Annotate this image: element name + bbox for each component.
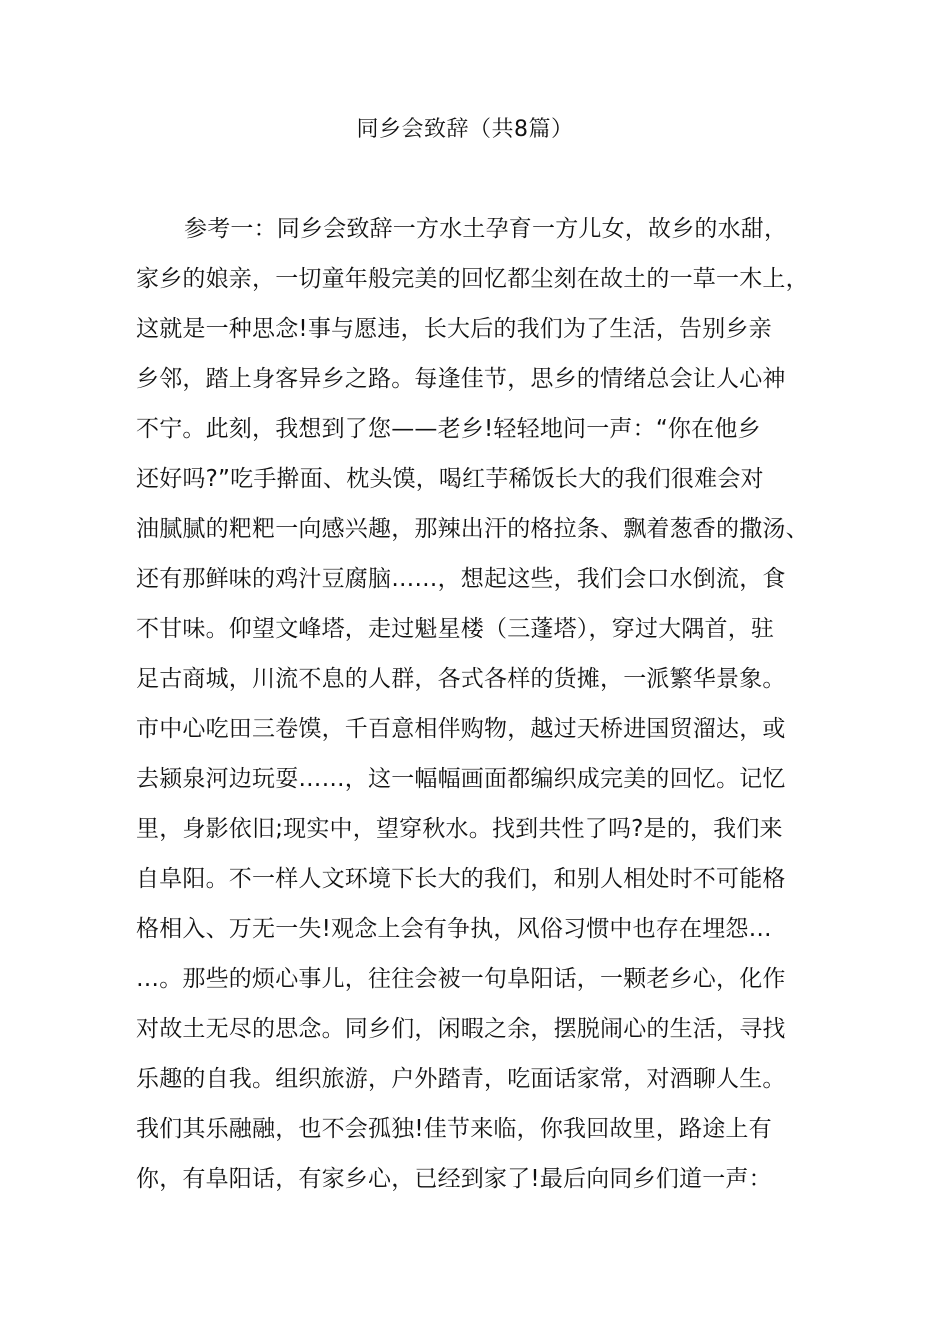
body-line: 你，有阜阳话，有家乡心，已经到家了!最后向同乡们道一声： bbox=[136, 1166, 772, 1192]
document-body bbox=[136, 204, 826, 1204]
body-line: 自阜阳。不一样人文环境下长大的我们，和别人相处时不可能格 bbox=[136, 866, 786, 892]
document-title: 同乡会致辞（共8篇） bbox=[356, 117, 574, 142]
body-line: 参考一：同乡会致辞一方水土孕育一方儿女，故乡的水甜， bbox=[184, 216, 788, 242]
body-line: 油腻腻的粑粑一向感兴趣，那辣出汗的格拉条、飘着葱香的撒汤、 bbox=[136, 516, 809, 542]
body-line: 家乡的娘亲，一切童年般完美的回忆都尘刻在故土的一草一木上， bbox=[136, 266, 809, 292]
body-line: 我们其乐融融，也不会孤独!佳节来临，你我回故里，路途上有 bbox=[136, 1116, 772, 1142]
body-line: 还好吗?”吃手擀面、枕头馍，喝红芋稀饭长大的我们很难会对 bbox=[136, 466, 764, 492]
body-line: 乡邻，踏上身客异乡之路。每逢佳节，思乡的情绪总会让人心神 bbox=[136, 366, 786, 392]
body-line: 格相入、万无一失!观念上会有争执，风俗习惯中也存在埋怨… bbox=[136, 916, 772, 942]
body-line: 这就是一种思念!事与愿违，长大后的我们为了生活，告别乡亲 bbox=[136, 316, 772, 342]
body-line: …。那些的烦心事儿，往往会被一句阜阳话，一颗老乡心，化作 bbox=[136, 966, 786, 992]
body-line: 里，身影依旧;现实中，望穿秋水。找到共性了吗?是的，我们来 bbox=[136, 816, 783, 842]
body-line: 还有那鲜味的鸡汁豆腐脑……，想起这些，我们会口水倒流，食 bbox=[136, 566, 786, 592]
body-line: 市中心吃田三卷馍，千百意相伴购物，越过天桥进国贸溜达，或 bbox=[136, 716, 786, 742]
body-line: 乐趣的自我。组织旅游，户外踏青，吃面话家常，对酒聊人生。 bbox=[136, 1066, 786, 1092]
body-line: 足古商城，川流不息的人群，各式各样的货摊，一派繁华景象。 bbox=[136, 666, 786, 692]
body-line: 不宁。此刻，我想到了您——老乡!轻轻地问一声：“你在他乡 bbox=[136, 416, 761, 442]
body-line: 对故土无尽的思念。同乡们，闲暇之余，摆脱闹心的生活，寻找 bbox=[136, 1016, 786, 1042]
body-line: 去颍泉河边玩耍……，这一幅幅画面都编织成完美的回忆。记忆 bbox=[136, 766, 786, 792]
body-line: 不甘味。仰望文峰塔，走过魁星楼（三蓬塔），穿过大隅首，驻 bbox=[136, 616, 775, 642]
